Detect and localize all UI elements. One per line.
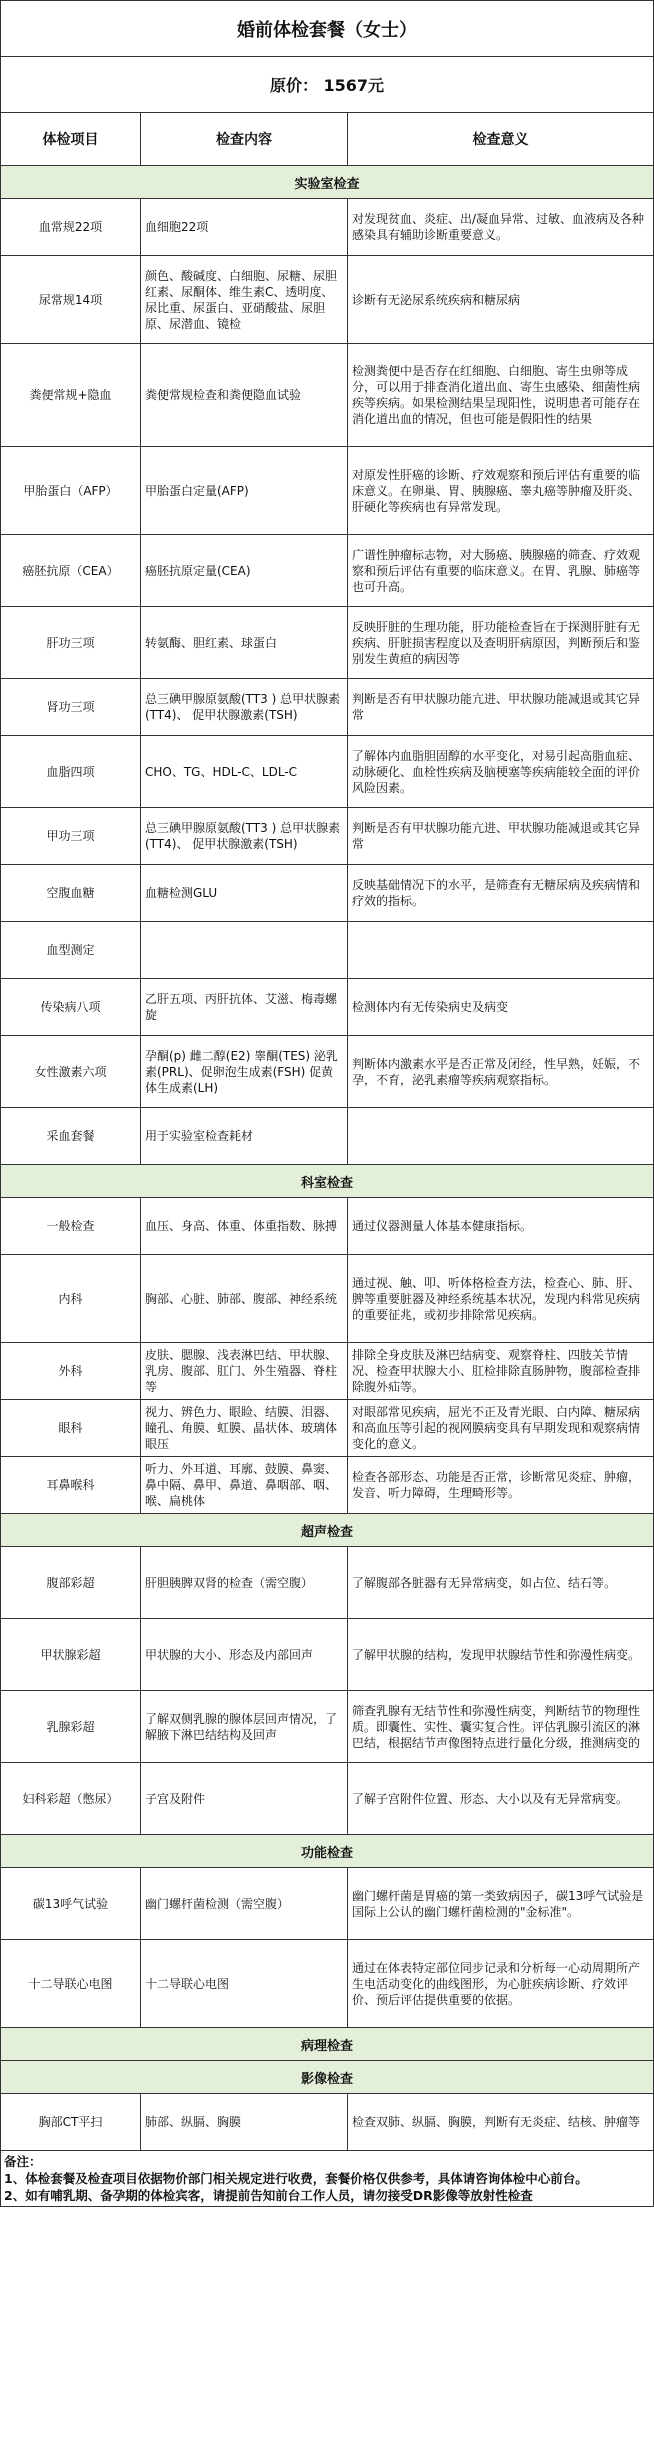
section-header: 病理检查 bbox=[1, 2028, 653, 2061]
table-row bbox=[1, 865, 653, 922]
table-row bbox=[1, 1036, 653, 1108]
content-cell: 总三碘甲腺原氨酸(TT3 ) 总甲状腺素(TT4)、 促甲状腺激素(TSH) bbox=[141, 808, 348, 864]
page-title: 婚前体检套餐（女士） bbox=[1, 1, 653, 57]
content-cell: 乙肝五项、丙肝抗体、艾滋、梅毒螺旋 bbox=[141, 979, 348, 1035]
table-row bbox=[1, 1940, 653, 2028]
content-cell: 癌胚抗原定量(CEA) bbox=[141, 535, 348, 606]
meaning-cell: 判断体内激素水平是否正常及闭经，性早熟，妊娠，不孕，不育，泌乳素瘤等疾病观察指标。 bbox=[352, 1056, 641, 1087]
table-row bbox=[1, 447, 653, 535]
meaning-cell: 对眼部常见疾病，屈光不正及青光眼、白内障、糖尿病和高血压等引起的视网膜病变具有早期发现和观察病情变化的意义。 bbox=[352, 1405, 641, 1451]
item-cell: 传染病八项 bbox=[1, 979, 141, 1035]
table-row bbox=[1, 1400, 653, 1457]
meaning-cell: 通过视、触、叩、听体格检查方法，检查心、肺、肝、脾等重要脏器及神经系统基本状况，发现内科常见疾病的重要征兆，或初步排除常见疾病。 bbox=[352, 1275, 641, 1322]
meaning-cell: 筛查乳腺有无结节性和弥漫性病变，判断结节的物理性质。即囊性、实性、囊实复合性。评估乳腺引流区的淋巴结，根据结节声像图特点进行量化分级，推测病变的 bbox=[352, 1703, 641, 1750]
meaning-cell: 通过在体表特定部位同步记录和分析每一心动周期所产生电活动变化的曲线图形，为心脏疾病诊断、疗效评价、预后评估提供重要的依据。 bbox=[352, 1960, 641, 2007]
content-cell: 颜色、酸碱度、白细胞、尿糖、尿胆红素、尿酮体、维生素C、透明度、尿比重、尿蛋白、亚硝酸盐、尿胆原、尿潜血、镜检 bbox=[141, 256, 348, 343]
item-cell: 耳鼻喉科 bbox=[1, 1457, 141, 1513]
header-meaning: 检查意义 bbox=[472, 132, 529, 148]
meaning-cell: 检查双肺、纵膈、胸膜，判断有无炎症、结核、肿瘤等 bbox=[352, 2115, 641, 2129]
meaning-cell: 检查各部形态、功能是否正常，诊断常见炎症、肿瘤，发音、听力障碍，生理畸形等。 bbox=[352, 1470, 641, 1500]
content-cell: 听力、外耳道、耳廓、鼓膜、鼻窦、鼻中隔、鼻甲、鼻道、鼻咽部、咽、喉、扁桃体 bbox=[141, 1457, 348, 1513]
meaning-cell: 判断是否有甲状腺功能亢进、甲状腺功能减退或其它异常 bbox=[352, 821, 641, 851]
item-cell: 血型测定 bbox=[1, 922, 141, 978]
table-row bbox=[1, 2094, 653, 2151]
meaning-cell: 了解腹部各脏器有无异常病变，如占位、结石等。 bbox=[352, 1575, 617, 1590]
item-cell: 内科 bbox=[1, 1255, 141, 1342]
section-header: 实验室检查 bbox=[1, 166, 653, 199]
table-row bbox=[1, 256, 653, 344]
meaning-cell: 检测粪便中是否存在红细胞、白细胞、寄生虫卵等成分，可以用于排查消化道出血、寄生虫感染、细菌性病疾等疾病。如果检测结果呈现阳性，说明患者可能存在消化道出血的情况，但也可能是假阳性的结果 bbox=[352, 364, 641, 426]
content-cell: 血细胞22项 bbox=[141, 199, 348, 255]
table-row bbox=[1, 607, 653, 679]
item-cell: 甲功三项 bbox=[1, 808, 141, 864]
table-row bbox=[1, 1198, 653, 1255]
table-row bbox=[1, 344, 653, 447]
table-row bbox=[1, 199, 653, 256]
table-row bbox=[1, 1763, 653, 1835]
section-header: 超声检查 bbox=[1, 1514, 653, 1547]
item-cell: 肾功三项 bbox=[1, 679, 141, 735]
content-cell: 十二导联心电图 bbox=[141, 1940, 348, 2027]
item-cell: 甲状腺彩超 bbox=[1, 1619, 141, 1690]
item-cell: 肝功三项 bbox=[1, 607, 141, 678]
table-row bbox=[1, 1343, 653, 1400]
content-cell: 用于实验室检查耗材 bbox=[141, 1108, 348, 1164]
original-price: 原价： 1567元 bbox=[1, 57, 653, 113]
meaning-cell: 通过仪器测量人体基本健康指标。 bbox=[352, 1219, 533, 1233]
content-cell: 总三碘甲腺原氨酸(TT3 ) 总甲状腺素(TT4)、 促甲状腺激素(TSH) bbox=[141, 679, 348, 735]
item-cell: 妇科彩超（憋尿） bbox=[1, 1763, 141, 1834]
item-cell: 癌胚抗原（CEA） bbox=[1, 535, 141, 606]
item-cell: 乳腺彩超 bbox=[1, 1691, 141, 1762]
item-cell: 腹部彩超 bbox=[1, 1547, 141, 1618]
meaning-cell: 了解甲状腺的结构，发现甲状腺结节性和弥漫性病变。 bbox=[352, 1647, 641, 1662]
meaning-cell: 了解子宫附件位置、形态、大小以及有无异常病变。 bbox=[352, 1791, 629, 1806]
table-row bbox=[1, 1255, 653, 1343]
content-cell: 胸部、心脏、肺部、腹部、神经系统 bbox=[141, 1255, 348, 1342]
content-cell: 转氨酶、胆红素、球蛋白 bbox=[141, 607, 348, 678]
item-cell: 一般检查 bbox=[1, 1198, 141, 1254]
item-cell: 眼科 bbox=[1, 1400, 141, 1456]
content-cell: 血糖检测GLU bbox=[141, 865, 348, 921]
item-cell: 十二导联心电图 bbox=[1, 1940, 141, 2027]
meaning-cell bbox=[348, 1108, 653, 1164]
table-row bbox=[1, 736, 653, 808]
meaning-cell: 对发现贫血、炎症、出/凝血异常、过敏、血液病及各种感染具有辅助诊断重要意义。 bbox=[352, 212, 645, 242]
table-row bbox=[1, 1868, 653, 1940]
table-row bbox=[1, 979, 653, 1036]
item-cell: 空腹血糖 bbox=[1, 865, 141, 921]
meaning-cell: 检测体内有无传染病史及病变 bbox=[352, 1000, 509, 1014]
table-body bbox=[1, 166, 653, 2151]
meaning-cell: 幽门螺杆菌是胃癌的第一类致病因子，碳13呼气试验是国际上公认的幽门螺杆菌检测的"金标准"。 bbox=[352, 1888, 644, 1919]
table-row bbox=[1, 1691, 653, 1763]
table-header bbox=[1, 113, 653, 166]
table-row bbox=[1, 1547, 653, 1619]
meaning-cell: 排除全身皮肤及淋巴结病变、观察脊柱、四肢关节情况、检查甲状腺大小、肛检排除直肠肿物，腹部检查排除腹外疝等。 bbox=[352, 1348, 641, 1394]
content-cell: 皮肤、腮腺、浅表淋巴结、甲状腺、乳房、腹部、肛门、外生殖器、脊柱等 bbox=[141, 1343, 348, 1399]
content-cell: 肝胆胰脾双肾的检查（需空腹） bbox=[141, 1547, 348, 1618]
note-2: 2、如有哺乳期、备孕期的体检宾客，请提前告知前台工作人员，请勿接受DR影像等放射性检查 bbox=[4, 2188, 533, 2203]
notes bbox=[1, 2151, 653, 2207]
section-header: 影像检查 bbox=[1, 2061, 653, 2094]
table-row bbox=[1, 1619, 653, 1691]
meaning-cell: 反映肝脏的生理功能，肝功能检查旨在于探测肝脏有无疾病、肝脏损害程度以及查明肝病原因，判断预后和鉴别发生黄疸的病因等 bbox=[352, 619, 641, 666]
header-content: 检查内容 bbox=[141, 113, 348, 165]
table-row bbox=[1, 679, 653, 736]
table-row bbox=[1, 808, 653, 865]
content-cell: 血压、身高、体重、体重指数、脉搏 bbox=[141, 1198, 348, 1254]
item-cell: 甲胎蛋白（AFP） bbox=[1, 447, 141, 534]
meaning-cell: 对原发性肝癌的诊断、疗效观察和预后评估有重要的临床意义。在卵巢、胃、胰腺癌、睾丸癌等肿瘤及肝炎、肝硬化等疾病也有异常发现。 bbox=[352, 467, 641, 514]
table-row bbox=[1, 535, 653, 607]
table-row bbox=[1, 1457, 653, 1514]
item-cell: 女性激素六项 bbox=[1, 1036, 141, 1107]
content-cell: 孕酮(p) 雌二醇(E2) 睾酮(TES) 泌乳素(PRL)、促卵泡生成素(FSH) 促黄体生成素(LH) bbox=[141, 1036, 348, 1107]
item-cell: 胸部CT平扫 bbox=[1, 2094, 141, 2150]
meaning-cell: 反映基础情况下的水平，是筛查有无糖尿病及疾病情和疗效的指标。 bbox=[352, 878, 641, 908]
meaning-cell bbox=[348, 922, 653, 978]
table-row bbox=[1, 1108, 653, 1165]
content-cell: 粪便常规检查和粪便隐血试验 bbox=[141, 344, 348, 446]
item-cell: 尿常规14项 bbox=[1, 256, 141, 343]
item-cell: 粪便常规+隐血 bbox=[1, 344, 141, 446]
table-row bbox=[1, 922, 653, 979]
item-cell: 外科 bbox=[1, 1343, 141, 1399]
content-cell: 视力、辨色力、眼睑、结膜、泪器、瞳孔、角膜、虹膜、晶状体、玻璃体 眼压 bbox=[141, 1400, 348, 1456]
content-cell bbox=[141, 922, 348, 978]
content-cell: CHO、TG、HDL-C、LDL-C bbox=[141, 736, 348, 807]
note-1: 1、体检套餐及检查项目依据物价部门相关规定进行收费，套餐价格仅供参考，具体请咨询体检中心前台。 bbox=[4, 2171, 588, 2186]
meaning-cell: 广谱性肿瘤标志物，对大肠癌、胰腺癌的筛查、疗效观察和预后评估有重要的临床意义。在胃、乳腺、肺癌等也可升高。 bbox=[352, 547, 641, 594]
content-cell: 幽门螺杆菌检测（需空腹） bbox=[141, 1868, 348, 1939]
meaning-cell: 判断是否有甲状腺功能亢进、甲状腺功能减退或其它异常 bbox=[352, 692, 641, 722]
content-cell: 子宫及附件 bbox=[141, 1763, 348, 1834]
item-cell: 采血套餐 bbox=[1, 1108, 141, 1164]
item-cell: 血常规22项 bbox=[1, 199, 141, 255]
content-cell: 了解双侧乳腺的腺体层回声情况，了解腋下淋巴结结构及回声 bbox=[141, 1691, 348, 1762]
content-cell: 肺部、纵膈、胸膜 bbox=[141, 2094, 348, 2150]
item-cell: 碳13呼气试验 bbox=[1, 1868, 141, 1939]
item-cell: 血脂四项 bbox=[1, 736, 141, 807]
notes-label: 备注： bbox=[4, 2154, 42, 2169]
content-cell: 甲胎蛋白定量(AFP) bbox=[141, 447, 348, 534]
meaning-cell: 诊断有无泌尿系统疾病和糖尿病 bbox=[352, 292, 521, 307]
section-header: 功能检查 bbox=[1, 1835, 653, 1868]
section-header: 科室检查 bbox=[1, 1165, 653, 1198]
meaning-cell: 了解体内血脂胆固醇的水平变化，对易引起高脂血症、动脉硬化、血栓性疾病及脑梗塞等疾病能较全面的评价风险因素。 bbox=[352, 748, 641, 795]
content-cell: 甲状腺的大小、形态及内部回声 bbox=[141, 1619, 348, 1690]
header-item: 体检项目 bbox=[1, 113, 141, 165]
